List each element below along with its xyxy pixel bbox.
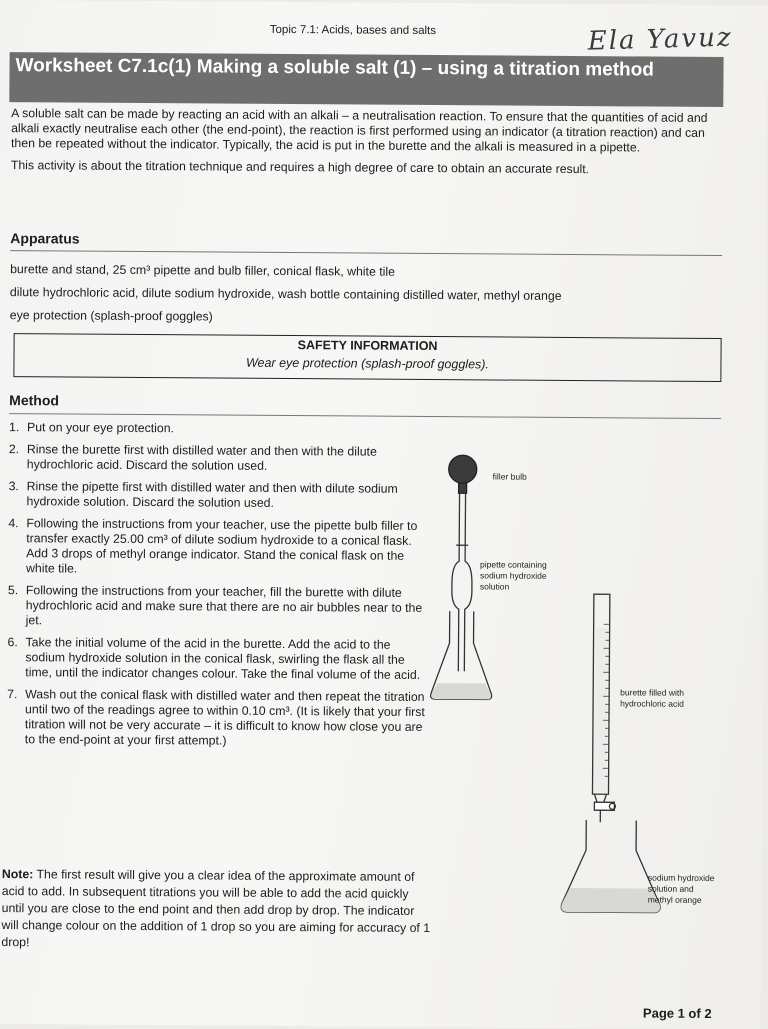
intro-section (11, 106, 723, 185)
flask-liquid (561, 888, 660, 913)
burette-liquid (594, 628, 607, 792)
pipette-label-line: solution (480, 581, 510, 591)
method-step: 1. Put on your eye protection. (9, 420, 429, 438)
filler-bulb-icon (449, 455, 477, 483)
safety-text: Wear eye protection (splash-proof goggles). (14, 354, 720, 373)
topic-header: Topic 7.1: Acids, bases and salts (270, 24, 436, 37)
flask-label-line: methyl orange (648, 895, 702, 905)
burette-label-line: hydrochloric acid (620, 698, 684, 708)
apparatus-divider (10, 250, 722, 256)
page-number: Page 1 of 2 (643, 1006, 712, 1021)
flask-label-line: solution and (648, 884, 694, 894)
method-step: 7. Wash out the conical flask with distilled water and then repeat the titration until two of the readings agree to within 0.10 cm³. (It is likely that your first titration will not be very accurate – it is difficult to know how close you are to the end-point at your first attempt.) (7, 687, 427, 750)
apparatus-item: dilute hydrochloric acid, dilute sodium hydroxide, wash bottle containing distilled water, methyl orange (10, 281, 722, 309)
apparatus-list (10, 258, 722, 332)
burette-label-line: burette filled with (620, 687, 684, 697)
pipette-label-line: sodium hydroxide (480, 570, 547, 580)
apparatus-item: burette and stand, 25 cm³ pipette and bulb filler, conical flask, white tile (10, 258, 722, 286)
worksheet-title: Worksheet C7.1c(1) Making a soluble salt (1) – using a titration method (9, 52, 723, 107)
intro-paragraph-1: A soluble salt can be made by reacting an acid with an alkali – a neutralisation reaction. To ensure that the quantities of acid and alkali exactly neutralise each other (the end-point), the reaction is first performed using an indicator (a titration reaction) and can then be repeated without the indicator. Typically, the acid is put in the burette and the alkali is measured in a pipette. (11, 106, 723, 156)
method-step: 5. Following the instructions from your teacher, fill the burette with dilute hydrochloric acid and make sure that there are no air bubbles near to the jet. (8, 583, 428, 631)
safety-heading: SAFETY INFORMATION (15, 336, 721, 355)
method-heading: Method (9, 392, 59, 408)
method-step: 6. Take the initial volume of the acid in the burette. Add the acid to the sodium hydroxide solution in the conical flask, swirling the flask all the time, until the indicator changes colour. Take the final volume of the acid. (7, 635, 427, 683)
method-step: 4. Following the instructions from your teacher, use the pipette bulb filler to transfer exactly 25.00 cm³ of dilute sodium hydroxide to a conical flask. Add 3 drops of methyl orange indicator. Stand the conical flask on the white tile. (8, 516, 428, 579)
note-label: Note: (2, 867, 34, 881)
method-step: 2. Rinse the burette first with distilled water and then with the dilute hydrochloric acid. Discard the solution used. (9, 442, 429, 475)
method-divider (9, 413, 721, 419)
apparatus-item: eye protection (splash-proof goggles) (10, 304, 722, 332)
flask-label-line: sodium hydroxide (648, 873, 715, 883)
note-text: The first result will give you a clear idea of the approximate amount of acid to add. In subsequent titrations you will be able to add the acid quickly until you are close to the end point and then add drop by drop. The indicator will change colour on the addition of 1 drop so you are aiming for accuracy of 1 drop! (1, 867, 430, 949)
note-paragraph (1, 866, 432, 954)
filler-bulb-neck (459, 483, 467, 493)
method-steps (7, 420, 429, 757)
apparatus-heading: Apparatus (10, 230, 79, 246)
titration-diagram (413, 443, 756, 935)
pipette-icon (451, 493, 472, 671)
intro-paragraph-2: This activity is about the titration technique and requires a high degree of care to obtain an accurate result. (11, 158, 723, 178)
handwritten-signature: Ela Yavuz (587, 23, 733, 57)
small-flask-liquid (431, 683, 491, 699)
filler-bulb-label: filler bulb (493, 471, 527, 481)
pipette-label-line: pipette containing (480, 559, 547, 569)
method-step: 3. Rinse the pipette first with distilled water and then with dilute sodium hydroxide solution. Discard the solution used. (8, 479, 428, 512)
safety-box (13, 333, 721, 382)
